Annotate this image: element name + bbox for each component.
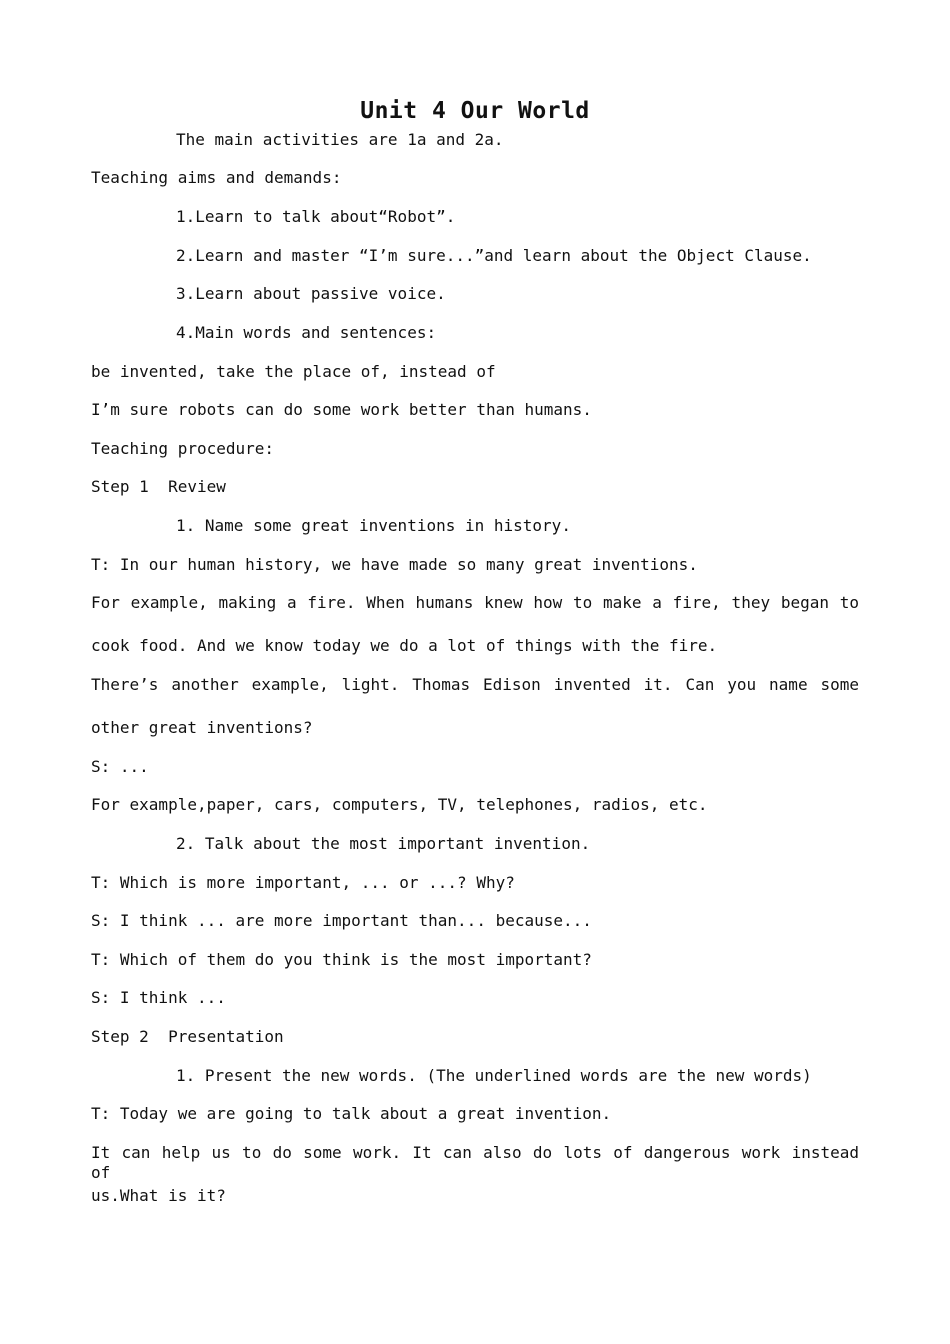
teacher-line: T: Which is more important, ... or ...? Why? — [91, 873, 515, 892]
paragraph-line: For example,paper, cars, computers, TV, telephones, radios, etc. — [91, 795, 708, 814]
paragraph-line: It can help us to do some work. It can also do lots of dangerous work instead of — [91, 1143, 859, 1182]
document-title: Unit 4 Our World — [360, 98, 590, 124]
step-1-heading: Step 1 Review — [91, 477, 226, 496]
aims-heading: Teaching aims and demands: — [91, 168, 342, 187]
paragraph-line: For example, making a fire. When humans knew how to make a fire, they began to — [91, 593, 859, 612]
student-line: S: ... — [91, 757, 149, 776]
step-2-heading: Step 2 Presentation — [91, 1027, 284, 1046]
step-1-item-2: 2. Talk about the most important invention. — [176, 834, 591, 853]
aim-item-1: 1.Learn to talk about“Robot”. — [176, 207, 456, 226]
paragraph-line: other great inventions? — [91, 718, 313, 737]
step-2-item-1: 1. Present the new words. (The underlined words are the new words) — [176, 1066, 812, 1085]
intro-line: The main activities are 1a and 2a. — [176, 130, 504, 149]
paragraph-line: There’s another example, light. Thomas Edison invented it. Can you name some — [91, 675, 859, 694]
aim-item-4: 4.Main words and sentences: — [176, 323, 437, 342]
sentence-line: I’m sure robots can do some work better than humans. — [91, 400, 592, 419]
paragraph-line: us.What is it? — [91, 1186, 226, 1205]
words-line: be invented, take the place of, instead of — [91, 362, 496, 381]
aim-item-3: 3.Learn about passive voice. — [176, 284, 446, 303]
step-1-item-1: 1. Name some great inventions in history. — [176, 516, 571, 535]
aim-item-2: 2.Learn and master “I’m sure...”and learn about the Object Clause. — [176, 246, 812, 265]
student-line: S: I think ... are more important than... because... — [91, 911, 592, 930]
paragraph-line: cook food. And we know today we do a lot of things with the fire. — [91, 636, 718, 655]
teacher-line: T: Which of them do you think is the most important? — [91, 950, 592, 969]
procedure-heading: Teaching procedure: — [91, 439, 275, 458]
student-line: S: I think ... — [91, 988, 226, 1007]
paragraph-line: T: In our human history, we have made so many great inventions. — [91, 555, 698, 574]
teacher-line: T: Today we are going to talk about a great invention. — [91, 1104, 612, 1123]
